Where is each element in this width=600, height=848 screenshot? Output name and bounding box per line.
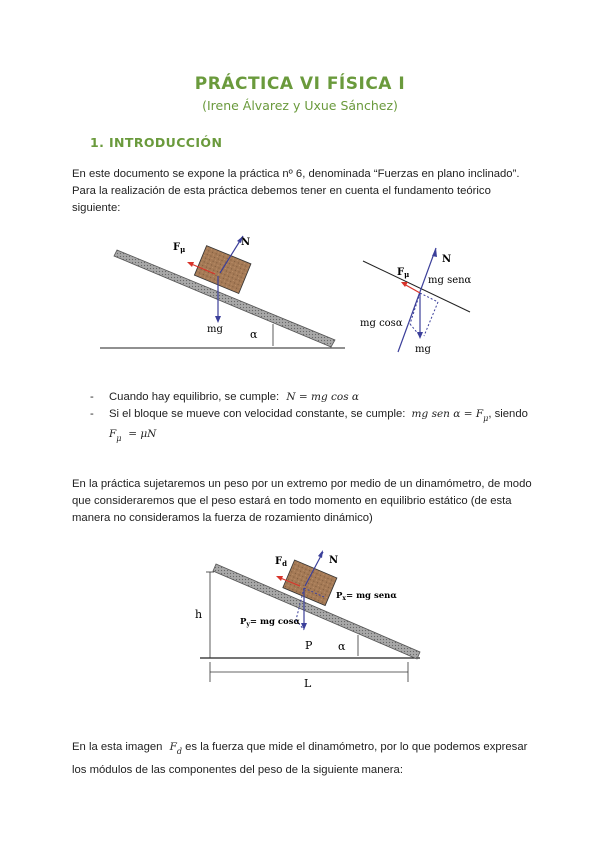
label-fd: $F_d$ bbox=[275, 556, 288, 568]
label-mg: mg bbox=[207, 324, 223, 335]
bullet-equilibrium bbox=[109, 391, 359, 403]
label-alpha: α bbox=[338, 640, 346, 653]
label-p: P bbox=[305, 639, 313, 652]
figure-inclined-plane-1 bbox=[95, 228, 345, 356]
normal-line bbox=[398, 248, 436, 352]
bullet-dash-1: - bbox=[90, 391, 94, 403]
label-h: h bbox=[195, 608, 203, 621]
label-f-mu: $F_\mu$ bbox=[173, 242, 186, 254]
bullet-constant-velocity bbox=[109, 408, 528, 423]
intro-line-3: siguiente: bbox=[72, 202, 121, 214]
label-n: N bbox=[241, 237, 251, 248]
bullet-1-text: Cuando hay equilibrio, se cumple: bbox=[109, 391, 280, 403]
page-title: PRÁCTICA VI FÍSICA I bbox=[194, 74, 406, 94]
friction-arrow bbox=[404, 284, 420, 293]
bullet-dash-2: - bbox=[90, 408, 94, 420]
intro-line-2: Para la realización de esta práctica debemos tener en cuenta el fundamento teórico bbox=[72, 185, 491, 197]
label-mg-cos: mg cosα bbox=[360, 318, 403, 329]
bullet-2-line-2: $F_\mu = \mu N$ bbox=[109, 428, 157, 443]
surface-line bbox=[363, 261, 470, 312]
closing-paragraph bbox=[72, 739, 552, 779]
intro-line-1: En este documento se expone la práctica nº 6, denominada “Fuerzas en plano inclinado”. bbox=[72, 168, 520, 180]
practice-line-3: manera no consideramos la fuerza de rozamiento dinámico) bbox=[72, 512, 373, 524]
label-mg: mg bbox=[415, 344, 431, 355]
label-n: N bbox=[442, 254, 452, 265]
label-f-mu: $F_\mu$ bbox=[397, 267, 410, 279]
label-py: $P_y=$ mg cosα bbox=[240, 617, 301, 628]
bullet-2-tail: , siendo bbox=[488, 408, 528, 420]
closing-line-2: los módulos de las componentes del peso de la siguiente manera: bbox=[72, 764, 403, 776]
figure-inclined-plane-2 bbox=[190, 542, 425, 690]
label-n: N bbox=[329, 555, 339, 566]
label-alpha: α bbox=[250, 328, 258, 341]
figure-force-components bbox=[358, 240, 483, 362]
practice-paragraph bbox=[72, 476, 542, 527]
bullet-2-equation: mg sen $\alpha = F_\mu$ bbox=[411, 408, 489, 423]
page-subtitle: (Irene Álvarez y Uxue Sánchez) bbox=[202, 98, 398, 113]
practice-line-1: En la práctica sujetaremos un peso por un extremo por medio de un dinamómetro, de modo bbox=[72, 478, 532, 490]
label-mg-sen: mg senα bbox=[428, 275, 472, 286]
section-heading-introduccion: 1. INTRODUCCIÓN bbox=[90, 135, 223, 150]
label-l: L bbox=[304, 677, 312, 690]
bullet-2-text: Si el bloque se mueve con velocidad constante, se cumple: bbox=[109, 408, 406, 420]
closing-line-1: En la esta imagen $F_d$ es la fuerza que mide el dinamómetro, por lo que podemos expresar bbox=[72, 741, 528, 756]
practice-line-2: que consideraremos que el peso estará en todo momento en equilibrio estático (de esta bbox=[72, 495, 512, 507]
intro-paragraph bbox=[72, 166, 532, 217]
bullet-1-equation: N = mg cos α bbox=[286, 391, 360, 403]
label-px: $P_x=$ mg senα bbox=[336, 591, 397, 602]
